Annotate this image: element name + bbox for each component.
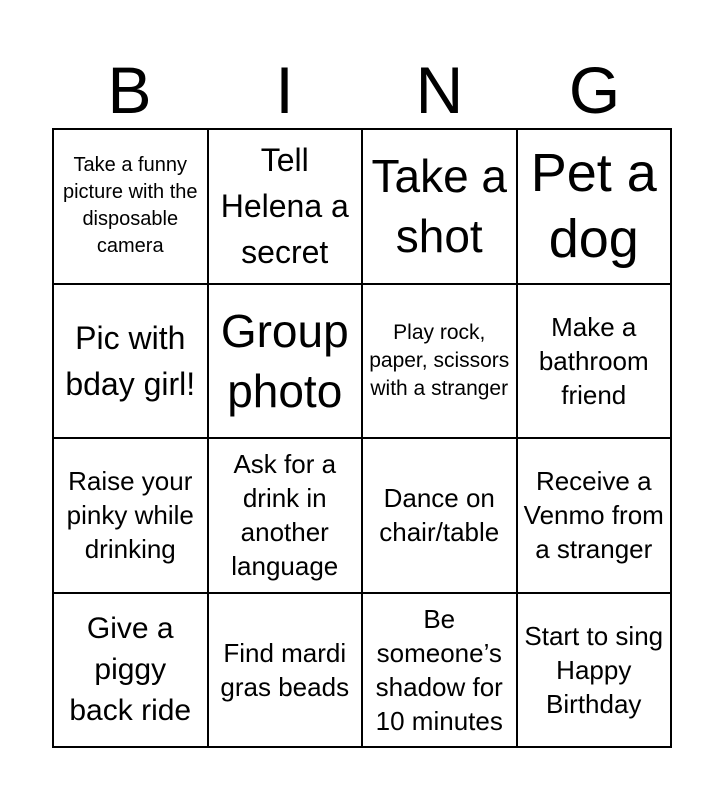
bingo-cell-r2c3[interactable] bbox=[363, 285, 518, 440]
header-letter-i: I bbox=[275, 53, 294, 127]
cell-label: Pic with bday girl! bbox=[65, 319, 196, 402]
header-letter-g: G bbox=[568, 53, 621, 127]
bingo-cell-r2c1[interactable] bbox=[54, 285, 209, 440]
cell-label: Be someone’s shadow for 10 minutes bbox=[375, 603, 503, 736]
cell-label: Pet a dog bbox=[530, 143, 657, 270]
bingo-cell-r1c3[interactable] bbox=[363, 130, 518, 285]
bingo-cell-r1c4[interactable] bbox=[518, 130, 673, 285]
cell-label: Raise your pinky while drinking bbox=[66, 466, 194, 565]
bingo-cell-r2c4[interactable] bbox=[518, 285, 673, 440]
cell-label: Take a funny picture with the disposable camera bbox=[62, 154, 198, 258]
bingo-cell-r4c1[interactable] bbox=[54, 594, 209, 749]
header-letter-b: B bbox=[107, 53, 152, 127]
bingo-cell-r1c2[interactable] bbox=[209, 130, 364, 285]
bingo-board bbox=[52, 128, 672, 748]
header-letter-n: N bbox=[415, 53, 464, 127]
cell-label: Receive a Venmo from a stranger bbox=[523, 466, 664, 565]
cell-label: Give a piggy back ride bbox=[69, 612, 192, 728]
bingo-cell-r4c3[interactable] bbox=[363, 594, 518, 749]
cell-label: Group photo bbox=[220, 304, 349, 417]
cell-label: Make a bathroom friend bbox=[538, 311, 649, 410]
bingo-cell-r3c1[interactable] bbox=[54, 439, 209, 594]
bingo-cell-r3c2[interactable] bbox=[209, 439, 364, 594]
bingo-cell-r4c4[interactable] bbox=[518, 594, 673, 749]
cell-label: Dance on chair/table bbox=[379, 483, 500, 548]
cell-label: Play rock, paper, scissors with a stranger bbox=[369, 320, 510, 400]
cell-label: Start to sing Happy Birthday bbox=[524, 620, 664, 719]
bingo-header bbox=[52, 52, 672, 128]
bingo-cell-r3c4[interactable] bbox=[518, 439, 673, 594]
bingo-cell-r4c2[interactable] bbox=[209, 594, 364, 749]
cell-label: Ask for a drink in another language bbox=[231, 449, 339, 582]
bingo-cell-r3c3[interactable] bbox=[363, 439, 518, 594]
bingo-cell-r1c1[interactable] bbox=[54, 130, 209, 285]
cell-label: Find mardi gras beads bbox=[220, 637, 350, 702]
cell-label: Tell Helena a secret bbox=[220, 142, 349, 271]
bingo-cell-r2c2[interactable] bbox=[209, 285, 364, 440]
cell-label: Take a shot bbox=[371, 150, 508, 263]
